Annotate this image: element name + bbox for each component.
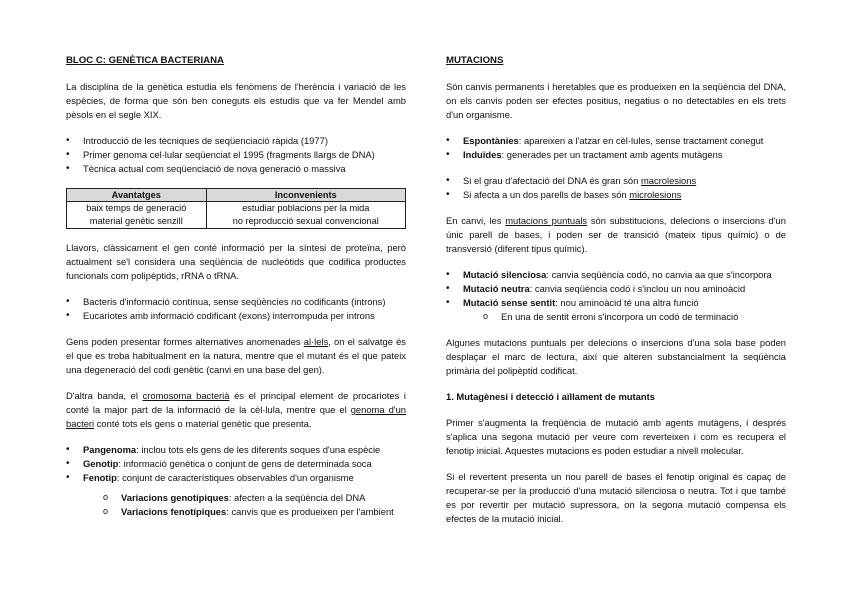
list-item: • Espontànies: apareixen a l'atzar en cèl·lules, sense tractament conegut [446, 134, 786, 148]
list-item: • Pangenoma: inclou tots els gens de les diferents soques d'una espècie [66, 443, 406, 457]
list-item: • Tècnica actual com seqüenciació de nova generació o massiva [66, 162, 406, 176]
list-item: • Genotip: informació genètica o conjunt de gens de determinada soca [66, 457, 406, 471]
intro-paragraph: La disciplina de la genètica estudia els fenòmens de l'herència i variació de les espècies, de forma que són ben coneguts els estudis que va fer Mendel amb pèsols en el segle XIX. [66, 81, 406, 120]
list-item: • Introducció de les tècniques de seqüenciació ràpida (1977) [66, 134, 406, 148]
list-item: o Variacions genotípiques: afecten a la seqüència del DNA [101, 491, 406, 505]
macrolesions-term: macrolesions [640, 175, 697, 186]
list-item: • Si afecta a un dos parells de bases són microlesions [446, 188, 786, 202]
table-header: Inconvenients [206, 189, 405, 202]
table-cell [206, 202, 405, 229]
left-column [66, 54, 406, 531]
point-mutations-paragraph: En canvi, les mutacions puntuals són substitucions, delecions o insercions d'un únic parell de bases, i poden ser de transició (mateix tipus químic) o de transversió (diferent tipus químic). [446, 215, 786, 254]
list-item: o En una de sentit erroni s'incorpora un codó de terminació [481, 310, 786, 324]
list-item: • Primer genoma cel·lular seqüenciat el 1995 (fragments llargs de DNA) [66, 148, 406, 162]
mutacions-heading: MUTACIONS [446, 55, 504, 66]
alleles-term: al·lels [303, 336, 329, 347]
revertant-paragraph: Si el revertent presenta un nou parell de bases el fenotip original és capaç de recuperar-se per la producció d'una mutació silenciosa o neutra. Tot i que també es por revertir per mutació supressora, on la segona mutació compensa els efectes de la mutació inicial. [446, 471, 786, 524]
definitions-list [66, 443, 406, 519]
list-item: • Mutació sense sentit: nou aminoàcid té una altra funció o En una de sentit erroni s'incorpora un codó de terminació [446, 296, 786, 324]
table-cell [67, 202, 207, 229]
genome-term: genoma d'un bacteri [66, 404, 406, 429]
list-item: • Eucariotes amb informació codificant (exons) interrompuda per introns [66, 309, 406, 323]
list-item: • Mutació neutra: canvia seqüència codó i s'inclou un nou aminoàcid [446, 282, 786, 296]
mutagenesis-paragraph: Primer s'augmenta la freqüència de mutació amb agents mutàgens, i després s'aplica una segona mutació per veure com reverteixen i com es recupera el fenotip inicial. Aquestes mutacions es poden estudiar a nivell molecular. [446, 417, 786, 456]
gene-paragraph: Llavors, clàssicament el gen conté informació per la síntesi de proteïna, però actualment se'l considera una seqüència de nucleòtids que codifica productes funcionals com polipèptids, rRNA o tRNA. [66, 242, 406, 281]
mutation-types-list [446, 134, 786, 162]
sequencing-list [66, 134, 406, 176]
cell-line: material genètic senzill [89, 216, 183, 226]
list-item: • Induïdes: generades per un tractament amb agents mutàgens [446, 148, 786, 162]
lesion-scope-list [446, 174, 786, 202]
alleles-paragraph: Gens poden presentar formes alternatives anomenades al·lels, on el salvatge és el que es troba habitualment en la natura, mentre que el mutant és el que pateix una degeneració del codi genètic (canvi en una base del gen). [66, 336, 406, 375]
pros-cons-table [66, 188, 406, 229]
table-header: Avantatges [67, 189, 207, 202]
right-column [446, 54, 786, 538]
list-item: • Si el grau d'afectació del DNA és gran són macrolesions [446, 174, 786, 188]
variations-list [83, 491, 406, 519]
mutations-intro: Són canvis permanents i heretables que es produeixen en la seqüència del DNA, on els canvis poden ser efectes positius, negatius o no detectables en els trets d'un organisme. [446, 81, 786, 120]
information-list [66, 295, 406, 323]
nonsense-sublist [463, 310, 786, 324]
chromosome-term: cromosoma bacterià [142, 390, 230, 401]
list-item: • Fenotip: conjunt de característiques observables d'un organisme o Variacions genotípiques: afecten a la seqüència del DNA o Variacions fenotípiques: canvis que es produeixen per l'ambient [66, 471, 406, 519]
bloc-c-heading: BLOC C: GENÈTICA BACTERIANA [66, 55, 224, 66]
cell-line: estudiar poblacions per la mida [242, 203, 370, 213]
microlesions-term: microlesions [629, 189, 682, 200]
cell-line: baix temps de generació [86, 203, 187, 213]
list-item: • Mutació silenciosa: canvia seqüència codó, no canvia aa que s'incorpora [446, 268, 786, 282]
chromosome-paragraph: D'altra banda, el cromosoma bacterià és el principal element de procariotes i conté la major part de la informació de la cèl·lula, mentre que el genoma d'un bacteri conté tots els gens o material genètic que presenta. [66, 390, 406, 429]
list-item: • Bacteris d'informació contínua, sense seqüències no codificants (introns) [66, 295, 406, 309]
frameshift-paragraph: Algunes mutacions puntuals per delecions o insercions d'una sola base poden desplaçar el marc de lectura, així que alteren substancialment la seqüència primària del polipèptid codificat. [446, 337, 786, 376]
point-mutations-term: mutacions puntuals [505, 215, 588, 226]
list-item: o Variacions fenotípiques: canvis que es produeixen per l'ambient [101, 505, 406, 519]
point-types-list [446, 268, 786, 324]
mutagenesis-section-title: 1. Mutagènesi i detecció i aïllament de mutants [446, 391, 655, 402]
cell-line: no reproducció sexual convencional [232, 216, 379, 226]
